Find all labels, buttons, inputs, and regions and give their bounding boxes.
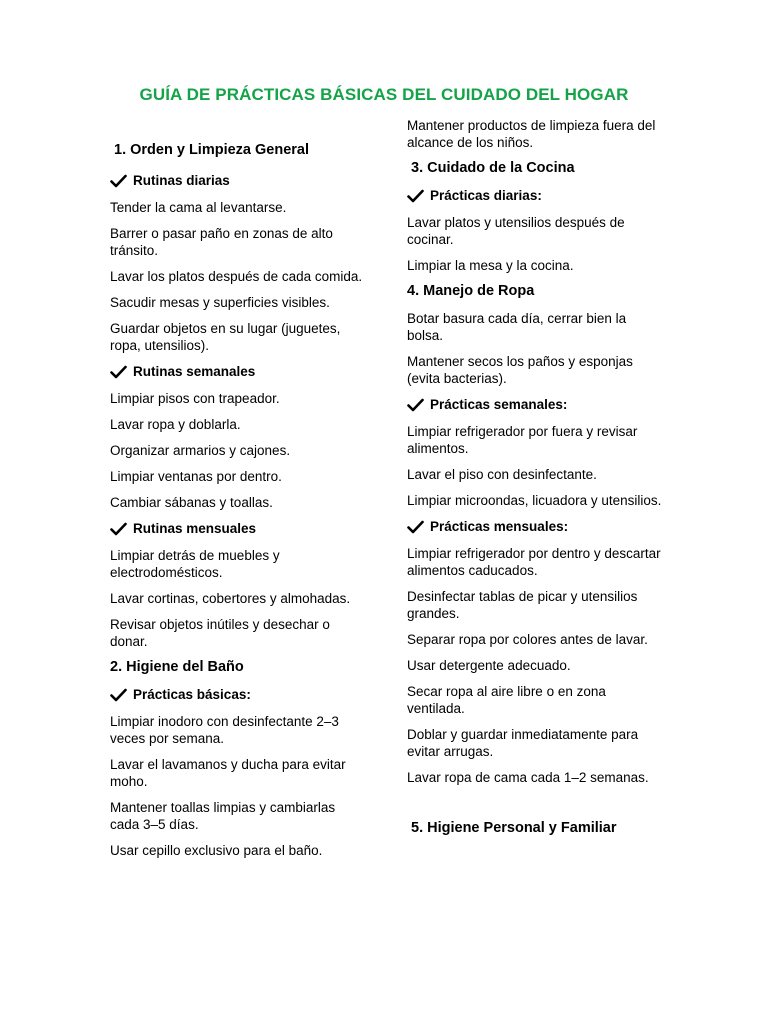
list-item: Tender la cama al levantarse. <box>110 200 287 215</box>
list-item: Sacudir mesas y superficies visibles. <box>110 295 330 310</box>
subheading-label: Prácticas semanales: <box>430 397 568 412</box>
subheading-practicas-diarias <box>407 187 662 204</box>
list-item: Lavar los platos después de cada comida. <box>110 269 363 284</box>
list-item: Secar ropa al aire libre o en zona ventilada. <box>407 684 606 716</box>
list-item: Limpiar la mesa y la cocina. <box>407 258 574 273</box>
subheading-label: Rutinas mensuales <box>133 521 257 536</box>
list-item: Limpiar pisos con trapeador. <box>110 391 280 406</box>
section-heading-orden-limpieza: 1. Orden y Limpieza General <box>114 142 310 158</box>
subheading-practicas-mensuales <box>407 518 662 535</box>
list-item: Lavar el lavamanos y ducha para evitar moho. <box>110 757 346 789</box>
subheading-label: Prácticas mensuales: <box>430 519 569 534</box>
list-item: Lavar cortinas, cobertores y almohadas. <box>110 591 351 606</box>
subheading-rutinas-semanales <box>110 363 365 380</box>
subheading-practicas-basicas <box>110 686 365 703</box>
list-item: Doblar y guardar inmediatamente para evitar arrugas. <box>407 727 639 759</box>
subheading-rutinas-mensuales <box>110 520 365 537</box>
list-item: Cambiar sábanas y toallas. <box>110 495 273 510</box>
section-heading-higiene-bano: 2. Higiene del Baño <box>110 659 244 675</box>
list-item: Lavar platos y utensilios después de cocinar. <box>407 215 625 247</box>
checkmark-icon <box>407 520 424 534</box>
list-item: Guardar objetos en su lugar (juguetes, ropa, utensilios). <box>110 321 341 353</box>
section-heading-higiene-personal: 5. Higiene Personal y Familiar <box>411 820 617 836</box>
checkmark-icon <box>110 522 127 536</box>
checkmark-icon <box>110 365 127 379</box>
list-item: Limpiar refrigerador por dentro y descartar alimentos caducados. <box>407 546 661 578</box>
list-item: Lavar el piso con desinfectante. <box>407 467 597 482</box>
checkmark-icon <box>110 174 127 188</box>
checkmark-icon <box>110 688 127 702</box>
subheading-label: Rutinas diarias <box>133 173 230 188</box>
list-item: Desinfectar tablas de picar y utensilios grandes. <box>407 589 638 621</box>
subheading-label: Prácticas básicas: <box>133 687 251 702</box>
checkmark-icon <box>407 189 424 203</box>
subheading-label: Rutinas semanales <box>133 364 256 379</box>
list-item: Mantener secos los paños y esponjas (evita bacterias). <box>407 354 633 386</box>
list-item: Usar cepillo exclusivo para el baño. <box>110 843 323 858</box>
list-item: Limpiar detrás de muebles y electrodomésticos. <box>110 548 280 580</box>
list-item: Usar detergente adecuado. <box>407 658 571 673</box>
right-column <box>407 117 662 837</box>
subheading-label: Prácticas diarias: <box>430 188 542 203</box>
list-item: Lavar ropa de cama cada 1–2 semanas. <box>407 770 649 785</box>
list-item: Lavar ropa y doblarla. <box>110 417 241 432</box>
section-heading-cuidado-cocina: 3. Cuidado de la Cocina <box>411 160 575 176</box>
list-item: Mantener productos de limpieza fuera del alcance de los niños. <box>407 118 656 150</box>
page-title: GUÍA DE PRÁCTICAS BÁSICAS DEL CUIDADO DEL HOGAR <box>139 85 629 104</box>
list-item: Barrer o pasar paño en zonas de alto tránsito. <box>110 226 333 258</box>
list-item: Limpiar inodoro con desinfectante 2–3 veces por semana. <box>110 714 339 746</box>
list-item: Revisar objetos inútiles y desechar o donar. <box>110 617 330 649</box>
left-column <box>110 120 365 868</box>
list-item: Botar basura cada día, cerrar bien la bolsa. <box>407 311 627 343</box>
list-item: Limpiar ventanas por dentro. <box>110 469 282 484</box>
list-item: Mantener toallas limpias y cambiarlas cada 3–5 días. <box>110 800 336 832</box>
list-item: Limpiar microondas, licuadora y utensilios. <box>407 493 662 508</box>
section-heading-manejo-ropa: 4. Manejo de Ropa <box>407 283 535 299</box>
list-item: Organizar armarios y cajones. <box>110 443 291 458</box>
list-item: Separar ropa por colores antes de lavar. <box>407 632 648 647</box>
list-item: Limpiar refrigerador por fuera y revisar alimentos. <box>407 424 638 456</box>
subheading-practicas-semanales <box>407 396 662 413</box>
checkmark-icon <box>407 398 424 412</box>
subheading-rutinas-diarias <box>110 172 365 189</box>
